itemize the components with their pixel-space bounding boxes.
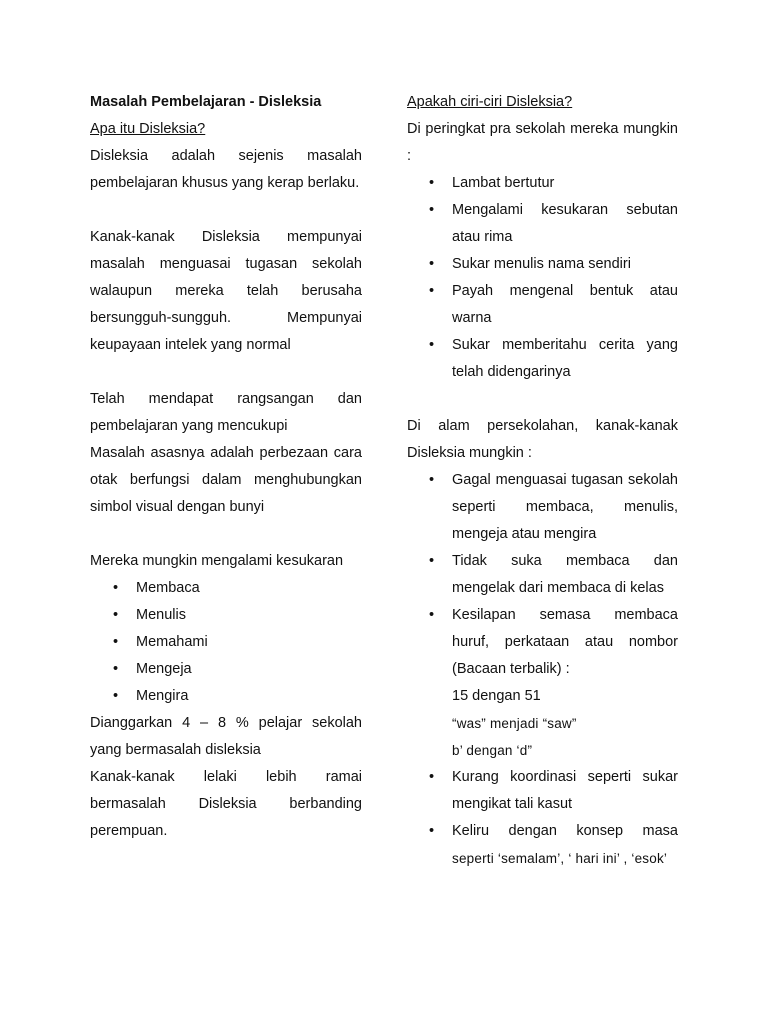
list-item: • Mengira bbox=[90, 683, 362, 710]
list-item: • Mengeja bbox=[90, 656, 362, 683]
list-item: • Gagal menguasai tugasan sekolah seperti membaca, menulis, mengeja atau mengira bbox=[407, 467, 678, 548]
paragraph-preschool-intro: Di peringkat pra sekolah mereka mungkin : bbox=[407, 121, 678, 164]
list-item: • Sukar memberitahu cerita yang telah didengarinya bbox=[407, 332, 678, 386]
document-title: Masalah Pembelajaran - Disleksia bbox=[90, 94, 322, 110]
spacer bbox=[90, 197, 362, 224]
spacer bbox=[90, 359, 362, 386]
preschool-list bbox=[407, 170, 678, 386]
section-heading-characteristics: Apakah ciri-ciri Disleksia? bbox=[407, 94, 573, 110]
time-concept-main: • Keliru dengan konsep masa bbox=[452, 823, 678, 839]
paragraph-prevalence: Dianggarkan 4 – 8 % pelajar sekolah yang bermasalah disleksia bbox=[90, 715, 362, 758]
difficulties-list bbox=[90, 575, 362, 710]
section-heading-what-is: Apa itu Disleksia? bbox=[90, 121, 206, 137]
list-item-reversal bbox=[407, 602, 678, 764]
right-column bbox=[407, 89, 678, 872]
reversal-example-words: “was” menjadi “saw” bbox=[452, 716, 577, 731]
paragraph-school-intro: Di alam persekolahan, kanak-kanak Disleksia mungkin : bbox=[407, 418, 678, 461]
list-item: • Mengalami kesukaran sebutan atau rima bbox=[407, 197, 678, 251]
paragraph-difficulties-intro: Mereka mungkin mengalami kesukaran bbox=[90, 553, 344, 569]
paragraph-basic-problem: Masalah asasnya adalah perbezaan cara otak berfungsi dalam menghubungkan simbol visual dengan bunyi bbox=[90, 445, 362, 515]
reversal-example-letters: b’ dengan ‘d” bbox=[452, 743, 533, 758]
list-item: • Tidak suka membaca dan mengelak dari membaca di kelas bbox=[407, 548, 678, 602]
time-concept-examples: seperti ‘semalam’, ‘ hari ini’ , ‘esok’ bbox=[452, 851, 668, 866]
list-item: • Membaca bbox=[90, 575, 362, 602]
spacer bbox=[407, 386, 678, 413]
list-item: • Sukar menulis nama sendiri bbox=[407, 251, 678, 278]
paragraph-gender: Kanak-kanak lelaki lebih ramai bermasalah Disleksia berbanding perempuan. bbox=[90, 769, 362, 839]
list-item: • Kurang koordinasi seperti sukar mengikat tali kasut bbox=[407, 764, 678, 818]
school-list bbox=[407, 467, 678, 872]
reversal-example-numbers: 15 dengan 51 bbox=[452, 688, 541, 704]
left-column bbox=[90, 89, 362, 845]
paragraph-stimulation: Telah mendapat rangsangan dan pembelajaran yang mencukupi bbox=[90, 391, 362, 434]
paragraph-school-problems: Kanak-kanak Disleksia mempunyai masalah menguasai tugasan sekolah walaupun mereka telah berusaha bersungguh-sungguh. Mempunyai keupayaan intelek yang normal bbox=[90, 229, 362, 353]
list-item: • Menulis bbox=[90, 602, 362, 629]
spacer bbox=[90, 521, 362, 548]
reversal-description: • Kesilapan semasa membaca huruf, perkataan atau nombor (Bacaan terbalik) : bbox=[452, 607, 678, 677]
list-item: • Lambat bertutur bbox=[407, 170, 678, 197]
list-item: • Memahami bbox=[90, 629, 362, 656]
list-item: • Payah mengenal bentuk atau warna bbox=[407, 278, 678, 332]
list-item-time-concept bbox=[407, 818, 678, 872]
paragraph-definition: Disleksia adalah sejenis masalah pembelajaran khusus yang kerap berlaku. bbox=[90, 148, 362, 191]
